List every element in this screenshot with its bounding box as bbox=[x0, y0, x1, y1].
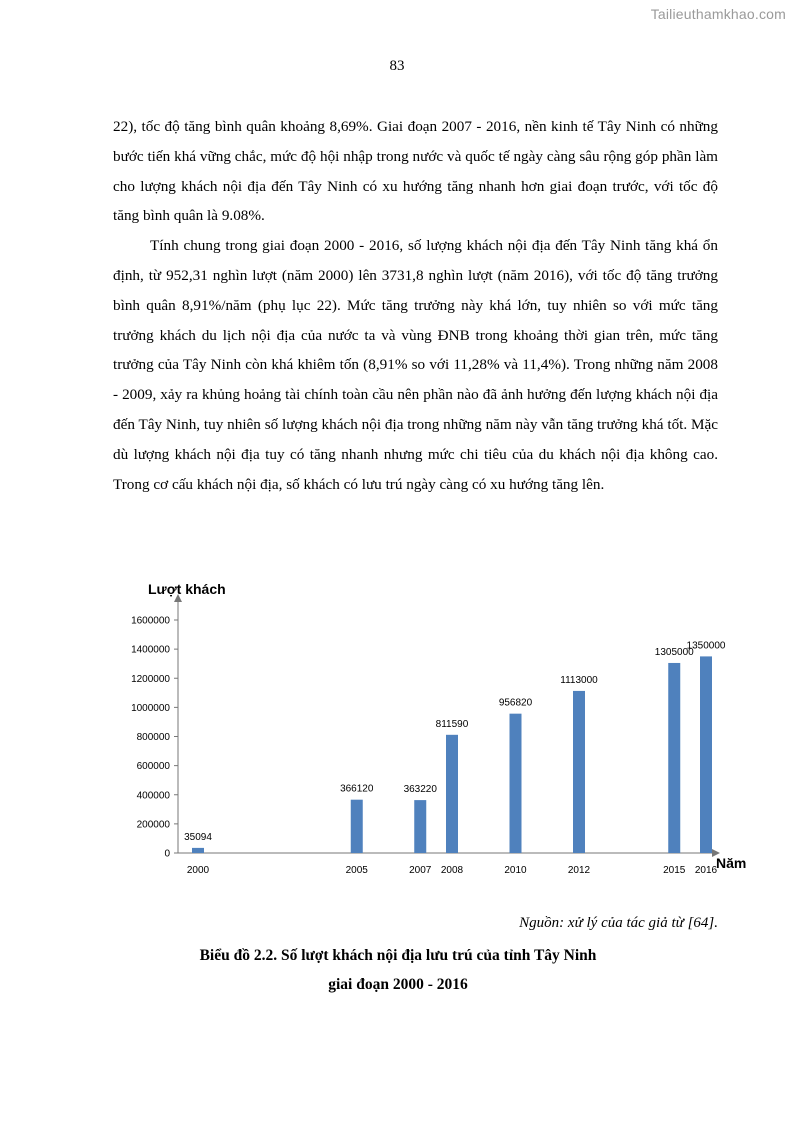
body-text bbox=[113, 112, 718, 499]
x-tick-label: 2015 bbox=[663, 865, 686, 876]
watermark: Tailieuthamkhao.com bbox=[650, 6, 786, 22]
x-tick-label: 2005 bbox=[345, 865, 368, 876]
y-axis-title: Lượt khách bbox=[148, 581, 226, 597]
y-tick-label: 600000 bbox=[136, 761, 170, 773]
y-tick-label: 0 bbox=[164, 848, 170, 860]
x-tick-label: 2000 bbox=[186, 865, 210, 876]
value-label: 363220 bbox=[403, 784, 437, 796]
y-tick-label: 200000 bbox=[136, 819, 170, 831]
y-tick-label: 400000 bbox=[136, 790, 170, 802]
source-note: Nguồn: xử lý của tác giả từ [64]. bbox=[519, 915, 718, 931]
x-tick-label: 2012 bbox=[567, 865, 591, 876]
x-tick-label: 2010 bbox=[504, 865, 527, 876]
bar-2015 bbox=[668, 663, 680, 853]
x-axis-title: Năm bbox=[716, 855, 747, 871]
bar-2005 bbox=[351, 800, 363, 853]
bar-2016 bbox=[700, 656, 712, 853]
value-label: 1350000 bbox=[686, 640, 726, 652]
paragraph-2: Tính chung trong giai đoạn 2000 - 2016, số lượng khách nội địa đến Tây Ninh tăng khá ổn định, từ 952,31 nghìn lượt (năm 2000) lên 3731,8 nghìn lượt (năm 2016), với tốc độ tăng trưởng bình quân 8,91%/năm (phụ lục 22). Mức tăng trưởng này khá lớn, tuy nhiên so với mức tăng trưởng khách du lịch nội địa của nước ta và vùng ĐNB trong khoảng thời gian trên, mức tăng trưởng của Tây Ninh còn khá khiêm tốn (8,91% so với 11,28% và 11,4%). Trong những năm 2008 - 2009, xảy ra khủng hoảng tài chính toàn cầu nên phần nào đã ảnh hưởng đến lượng khách nội địa đến Tây Ninh, tuy nhiên số lượng khách nội địa trong những năm này vẫn tăng trưởng khá tốt. Mặc dù lượng khách nội địa tuy có tăng nhanh nhưng mức chi tiêu của du khách nội địa không cao. Trong cơ cấu khách nội địa, số khách có lưu trú ngày càng có xu hướng tăng lên. bbox=[113, 237, 718, 493]
value-label: 35094 bbox=[184, 831, 212, 843]
y-tick-label: 1400000 bbox=[131, 644, 170, 656]
bar-group bbox=[192, 656, 712, 853]
page-number: 83 bbox=[389, 58, 405, 74]
x-tick-label: 2016 bbox=[694, 865, 718, 876]
figure-caption: Biểu đồ 2.2. Số lượt khách nội địa lưu trú của tỉnh Tây Ninh bbox=[199, 947, 597, 964]
bar-chart bbox=[110, 570, 760, 890]
value-label: 811590 bbox=[435, 718, 469, 730]
x-tick-label: 2007 bbox=[409, 865, 432, 876]
bar-2008 bbox=[446, 735, 458, 853]
figure-caption-period: giai đoạn 2000 - 2016 bbox=[328, 976, 468, 993]
value-label: 366120 bbox=[340, 783, 374, 795]
value-label: 1113000 bbox=[560, 674, 598, 686]
y-tick-label: 1000000 bbox=[131, 702, 170, 714]
x-tick-label: 2008 bbox=[440, 865, 464, 876]
bar-2007 bbox=[414, 800, 426, 853]
x-tick-group bbox=[187, 865, 718, 876]
bar-2012 bbox=[573, 691, 585, 853]
bar-2000 bbox=[192, 848, 204, 853]
y-tick-label: 1600000 bbox=[131, 615, 170, 627]
value-label: 956820 bbox=[498, 697, 533, 709]
bar-2010 bbox=[510, 714, 522, 853]
paragraph-1: 22), tốc độ tăng bình quân khoảng 8,69%. Giai đoạn 2007 - 2016, nền kinh tế Tây Ninh có những bước tiến khá vững chắc, mức độ hội nhập trong nước và quốc tế ngày càng sâu rộng góp phần làm cho lượng khách nội địa đến Tây Ninh có xu hướng tăng nhanh hơn giai đoạn trước, với tốc độ tăng bình quân là 9.08%. bbox=[113, 118, 718, 225]
y-tick-group bbox=[131, 616, 178, 860]
y-tick-label: 800000 bbox=[136, 732, 170, 743]
value-label: 1305000 bbox=[654, 646, 694, 658]
y-tick-label: 1200000 bbox=[131, 673, 170, 685]
